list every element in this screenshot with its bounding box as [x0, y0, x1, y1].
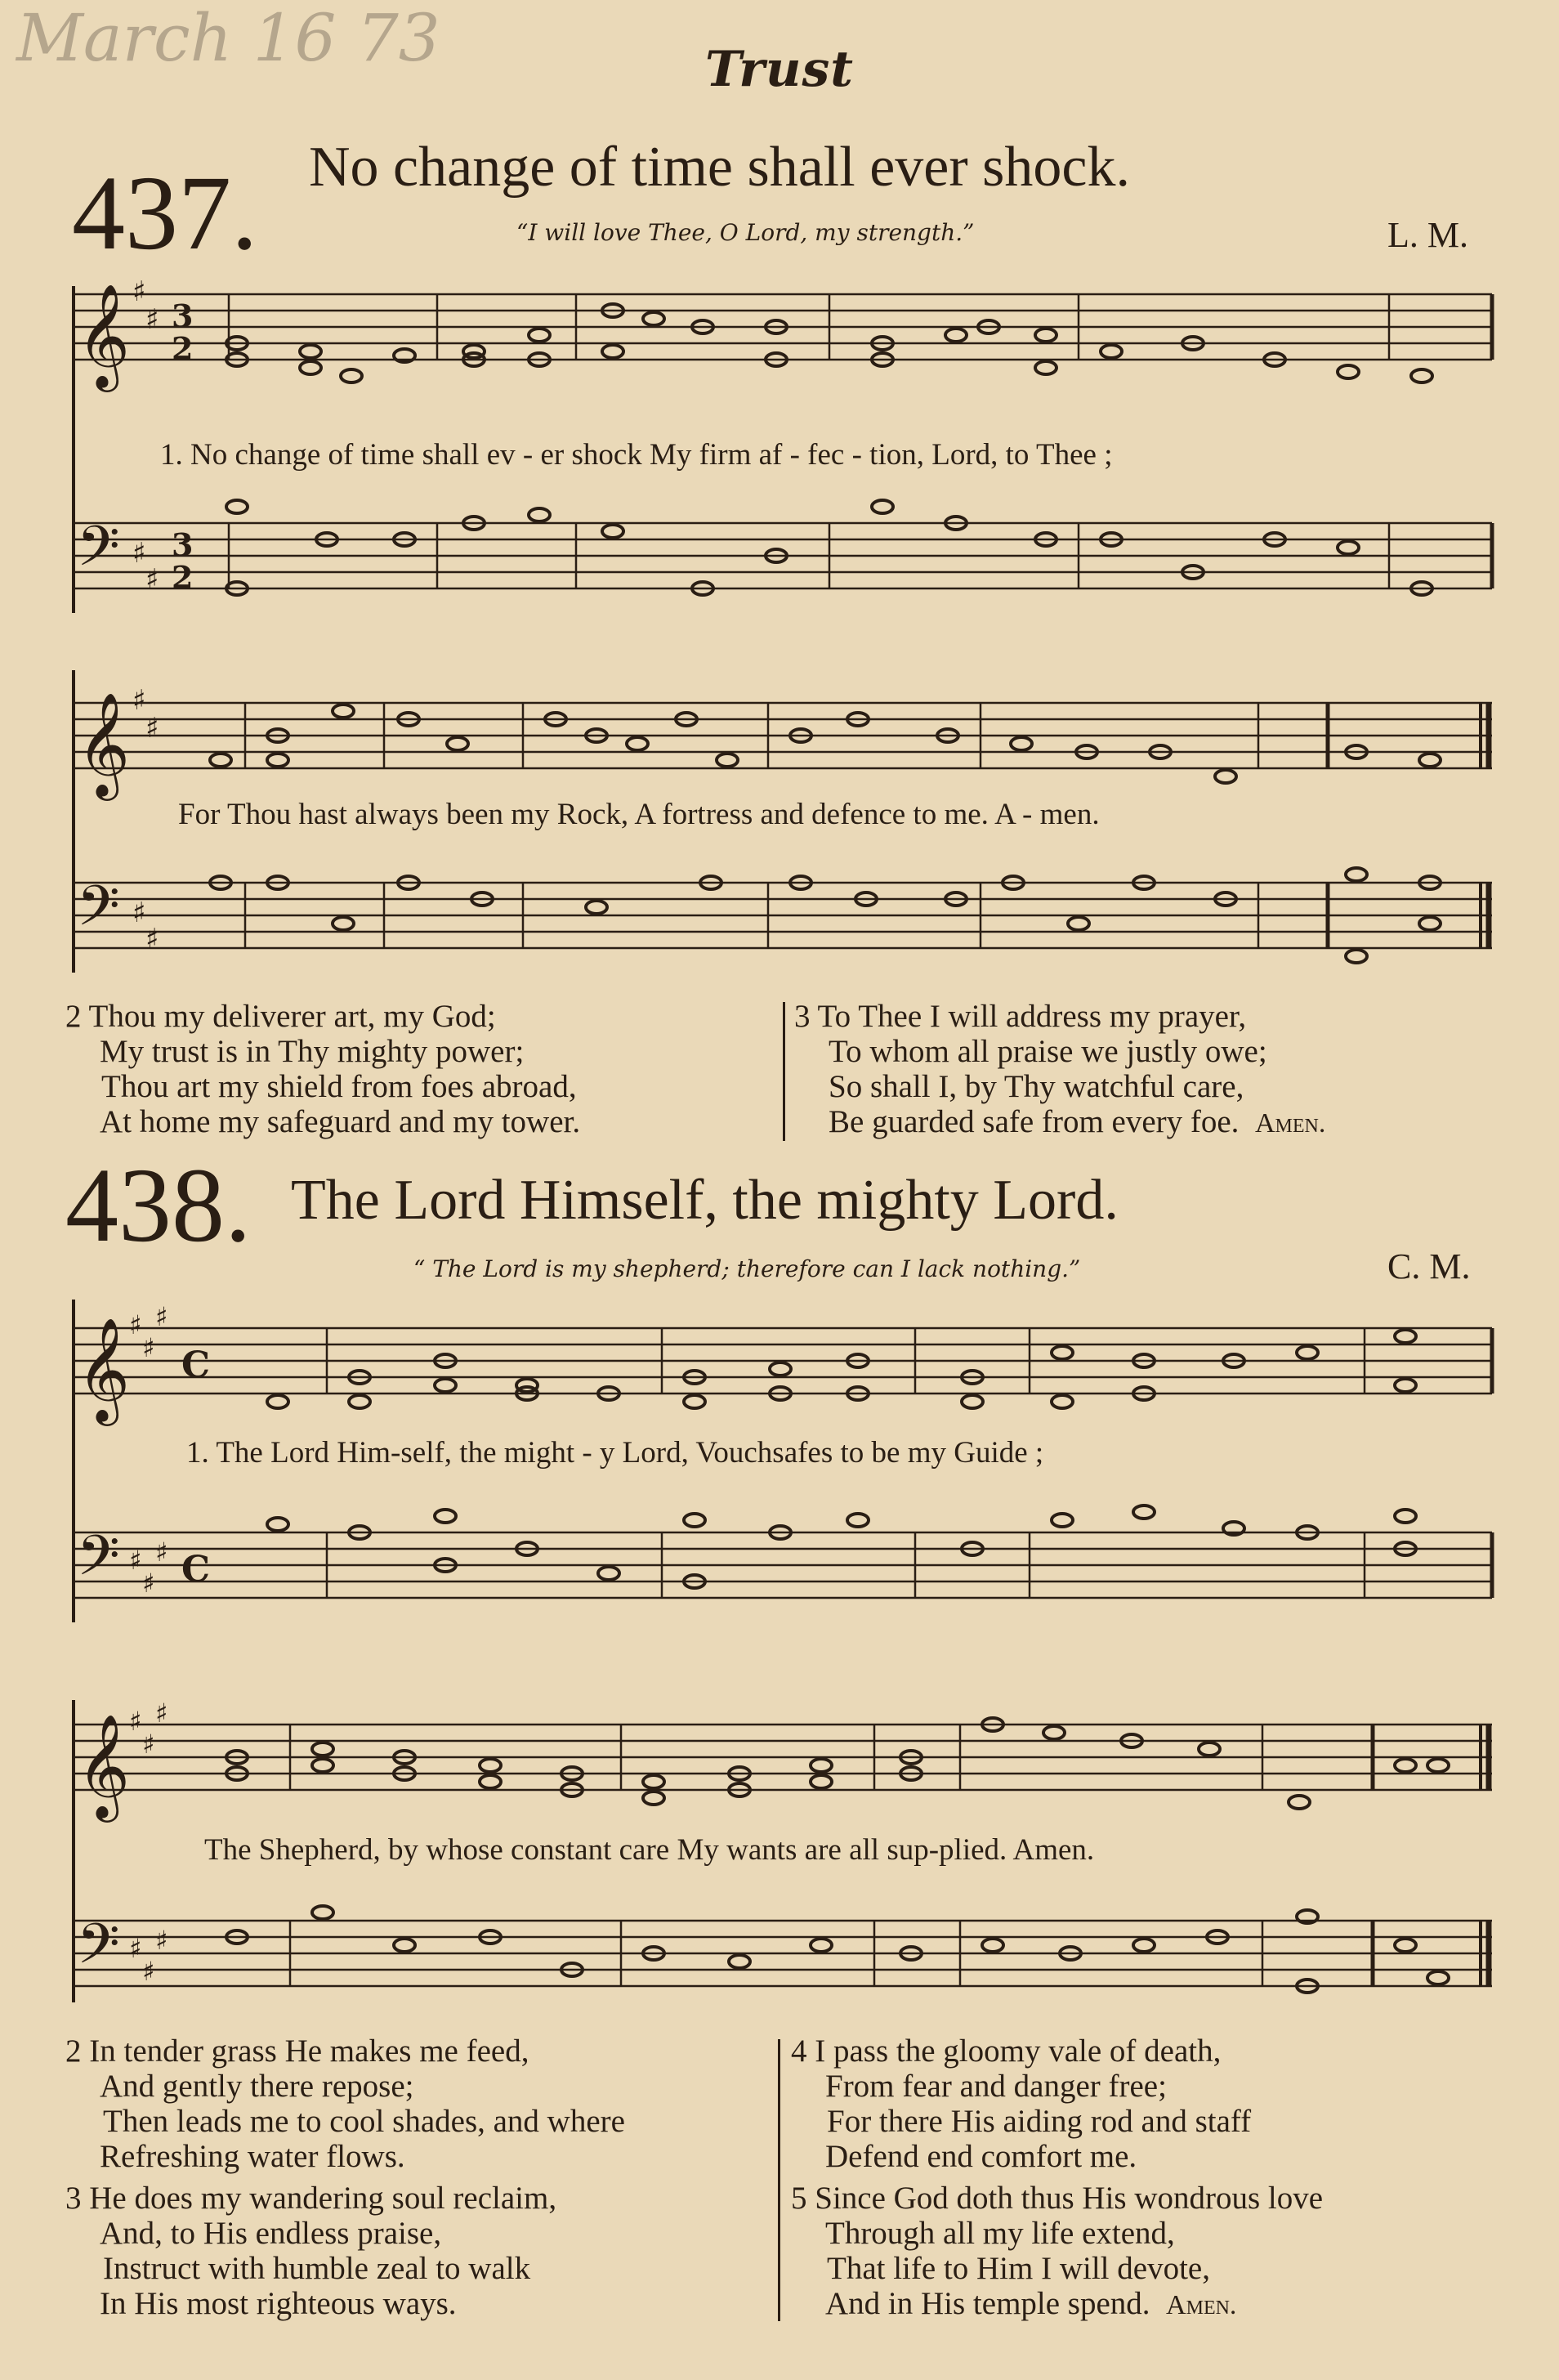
svg-text:♯: ♯ [155, 1925, 168, 1956]
svg-text:♯: ♯ [145, 923, 159, 955]
meter-437: L. M. [1387, 215, 1468, 255]
treble-staff-438-1 [74, 1328, 1492, 1394]
svg-text:♯: ♯ [142, 1729, 155, 1760]
svg-text:♯: ♯ [155, 1537, 168, 1568]
epigraph-438: “ The Lord is my shepherd; therefore can I lack nothing.” [413, 1255, 1081, 1282]
common-time-438-bass: C [181, 1549, 211, 1590]
svg-text:♯: ♯ [145, 712, 159, 745]
lyric-438-2: The Shepherd, by whose constant care My wants are all sup-plied. Amen. [204, 1833, 1095, 1867]
hymn-title-437: No change of time shall ever shock. [309, 136, 1130, 199]
svg-text:♯: ♯ [129, 1545, 142, 1576]
bass-clef-437-1: 𝄢 [77, 515, 120, 593]
treble-staff-437-1 [74, 294, 1492, 360]
bass-clef-437-2: 𝄢 [77, 875, 120, 952]
hymn-number-438: 438. [65, 1147, 252, 1264]
verse-437-2: 2 Thou my deliverer art, my God; My trust is in Thy mighty power; Thou art my shield from foes abroad, At home my safeguard and my tower. [65, 999, 581, 1139]
bass-staff-438-1 [74, 1532, 1492, 1598]
epigraph-437: “I will love Thee, O Lord, my strength.” [516, 219, 975, 246]
treble-staff-437-2 [74, 703, 1492, 768]
svg-text:♯: ♯ [155, 1698, 168, 1729]
svg-text:♯: ♯ [142, 1332, 155, 1363]
amen-438: Amen. [1166, 2290, 1237, 2320]
lyric-437-1: 1. No change of time shall ev - er shock My firm af - fec - tion, Lord, to Thee ; [160, 438, 1113, 472]
time-sig-437-bot: 2 [172, 330, 194, 367]
treble-clef-437-2: 𝄞 [77, 691, 131, 796]
treble-staff-438-2 [74, 1725, 1492, 1790]
meter-438: C. M. [1387, 1246, 1471, 1286]
svg-text:♯: ♯ [132, 684, 146, 717]
time-sig-437-top: 3 [172, 298, 194, 334]
sharp-437-1b: ♯ [145, 303, 159, 336]
svg-text:♯: ♯ [129, 1933, 142, 1964]
common-time-438: C [181, 1344, 211, 1386]
verse-438-2: 2 In tender grass He makes me feed, And gently there repose; Then leads me to cool shades, and where Refreshing water flows. [65, 2033, 625, 2174]
hymn-title-438: The Lord Himself, the mighty Lord. [291, 1169, 1119, 1232]
svg-text:♯: ♯ [129, 1706, 142, 1737]
svg-text:♯: ♯ [155, 1301, 168, 1332]
bass-staff-437-2 [74, 883, 1492, 948]
verse-437-3: 3 To Thee I will address my prayer, To whom all praise we justly owe; So shall I, by Thy watchful care, Be guarded safe from every foe. Amen. [794, 999, 1326, 1139]
amen-437: Amen. [1254, 1108, 1326, 1139]
svg-text:♯: ♯ [142, 1956, 155, 1987]
verse-438-4: 4 I pass the gloomy vale of death, From fear and danger free; For there His aiding rod and staff Defend end comfort me. [791, 2033, 1252, 2174]
sharp-437-1c: ♯ [132, 537, 146, 570]
verse-divider-437 [783, 1002, 785, 1141]
bass-staff-437-1 [74, 523, 1492, 588]
verse-438-3: 3 He does my wandering soul reclaim, And, to His endless praise, Instruct with humble zeal to walk In His most righteous ways. [65, 2181, 557, 2321]
treble-clef-438-2: 𝄞 [77, 1713, 131, 1818]
bass-clef-438-2: 𝄢 [77, 1912, 120, 1990]
hymn-number-437: 437. [72, 154, 258, 272]
sharp-437-1a: ♯ [132, 275, 146, 308]
sharp-437-1d: ♯ [145, 563, 159, 596]
verse-divider-438 [778, 2039, 780, 2321]
treble-clef-437-1: 𝄞 [77, 283, 131, 387]
lyric-437-2: For Thou hast always been my Rock, A fortress and defence to me. A - men. [178, 798, 1100, 831]
treble-clef-438-1: 𝄞 [77, 1317, 131, 1421]
bass-clef-438-1: 𝄢 [77, 1524, 120, 1602]
verse-438-5: 5 Since God doth thus His wondrous love Through all my life extend, That life to Him I will devote, And in His temple spend. Amen. [791, 2181, 1324, 2321]
time-sig-437-bbot: 2 [172, 559, 194, 596]
lyric-438-1: 1. The Lord Him-self, the might - y Lord, Vouchsafes to be my Guide ; [186, 1436, 1044, 1470]
bass-staff-438-2 [74, 1921, 1492, 1986]
svg-text:♯: ♯ [132, 897, 146, 929]
svg-text:♯: ♯ [129, 1309, 142, 1340]
manuscript-note: March 16 73 [16, 0, 440, 76]
time-sig-437-btop: 3 [172, 526, 194, 563]
section-title: Trust [704, 41, 854, 98]
svg-text:♯: ♯ [142, 1568, 155, 1599]
